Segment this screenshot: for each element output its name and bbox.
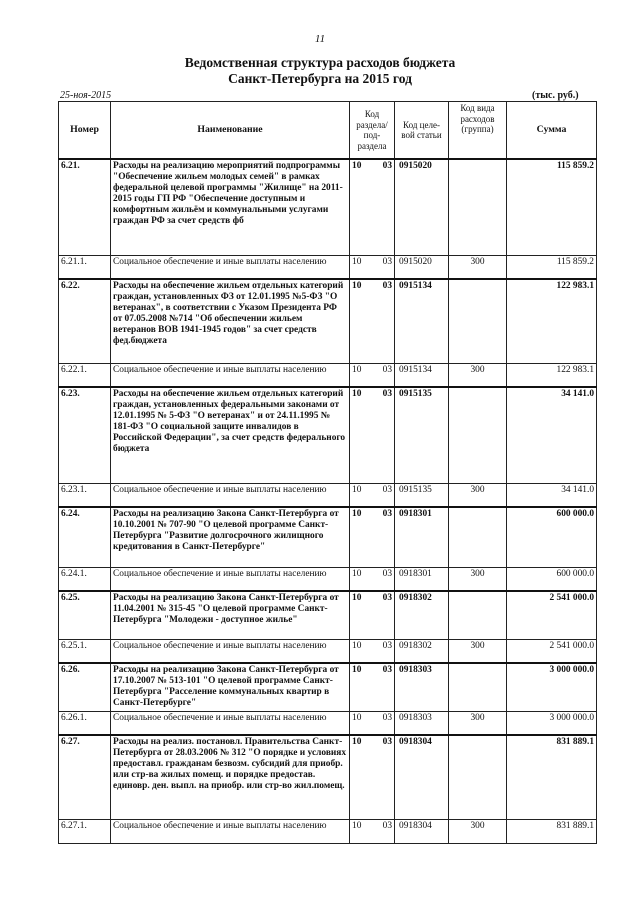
row-name: Расходы на обеспечение жильем отдельных категорий граждан, установленных ФЗ от 12.01.1995 №5-ФЗ "О ветеранах", в соответствии с Указом Президента РФ от 07.05.2008 №714 "Об обеспечении жильем ветеранов ВОВ 1941-1945 годов" за счет средств фед.бюджета [111, 279, 350, 363]
row-section: 10 [350, 639, 373, 663]
row-subsection: 03 [373, 735, 395, 819]
row-name: Социальное обеспечение и иные выплаты населению [111, 567, 350, 591]
row-name: Социальное обеспечение и иные выплаты населению [111, 255, 350, 279]
row-amount: 2 541 000.0 [507, 591, 597, 639]
header-expense-type: Код вида расходов (группа) [449, 102, 507, 160]
row-section: 10 [350, 255, 373, 279]
table-row [59, 387, 597, 483]
units-label: (тыс. руб.) [532, 90, 579, 101]
row-name: Социальное обеспечение и иные выплаты населению [111, 639, 350, 663]
row-target-code: 0915020 [395, 255, 449, 279]
row-target-code: 0918302 [395, 639, 449, 663]
table-row [59, 735, 597, 819]
table-row [59, 567, 597, 591]
row-name: Расходы на реализацию Закона Санкт-Петербурга от 17.10.2007 № 513-101 "О целевой программе Санкт-Петербурга "Расселение коммунальных квартир в Санкт-Петербурге" [111, 663, 350, 711]
row-number: 6.23.1. [59, 483, 111, 507]
row-number: 6.23. [59, 387, 111, 483]
row-target-code: 0918302 [395, 591, 449, 639]
row-amount: 3 000 000.0 [507, 663, 597, 711]
row-expense-type: 300 [449, 639, 507, 663]
row-name: Социальное обеспечение и иные выплаты населению [111, 483, 350, 507]
row-number: 6.25. [59, 591, 111, 639]
row-subsection: 03 [373, 711, 395, 735]
row-number: 6.21. [59, 159, 111, 255]
row-section: 10 [350, 507, 373, 567]
row-number: 6.26. [59, 663, 111, 711]
row-subsection: 03 [373, 567, 395, 591]
table-body [59, 159, 597, 843]
table-row [59, 591, 597, 639]
row-number: 6.21.1. [59, 255, 111, 279]
row-name: Социальное обеспечение и иные выплаты населению [111, 363, 350, 387]
row-target-code: 0918303 [395, 711, 449, 735]
header-target: Код целе- вой статьи [395, 102, 449, 160]
row-section: 10 [350, 159, 373, 255]
page-number: 11 [314, 33, 326, 45]
row-target-code: 0918303 [395, 663, 449, 711]
row-subsection: 03 [373, 363, 395, 387]
table-row [59, 159, 597, 255]
row-amount: 3 000 000.0 [507, 711, 597, 735]
row-amount: 831 889.1 [507, 735, 597, 819]
page-title [0, 55, 640, 87]
row-expense-type [449, 387, 507, 483]
row-section: 10 [350, 387, 373, 483]
header-amount: Сумма [507, 102, 597, 160]
header-section: Код раздела/ под- раздела [350, 102, 395, 160]
row-subsection: 03 [373, 591, 395, 639]
row-subsection: 03 [373, 639, 395, 663]
row-subsection: 03 [373, 483, 395, 507]
row-section: 10 [350, 591, 373, 639]
table-row [59, 711, 597, 735]
row-amount: 34 141.0 [507, 483, 597, 507]
row-number: 6.25.1. [59, 639, 111, 663]
row-expense-type [449, 663, 507, 711]
row-subsection: 03 [373, 663, 395, 711]
row-number: 6.22. [59, 279, 111, 363]
table-header-row [59, 102, 597, 160]
row-amount: 34 141.0 [507, 387, 597, 483]
row-amount: 600 000.0 [507, 567, 597, 591]
row-section: 10 [350, 663, 373, 711]
row-number: 6.27. [59, 735, 111, 819]
row-expense-type: 300 [449, 567, 507, 591]
table-row [59, 279, 597, 363]
row-expense-type: 300 [449, 711, 507, 735]
row-section: 10 [350, 819, 373, 843]
budget-table [58, 101, 597, 844]
row-expense-type: 300 [449, 255, 507, 279]
row-expense-type [449, 507, 507, 567]
header-number: Номер [59, 102, 111, 160]
row-name: Расходы на обеспечение жильем отдельных категорий граждан, установленных федеральными законами от 12.01.1995 № 5-ФЗ "О ветеранах" и от 24.11.1995 № 181-ФЗ "О социальной защите инвалидов в Российской Федерации", за счет средств федерального бюджета [111, 387, 350, 483]
row-target-code: 0918301 [395, 507, 449, 567]
row-name: Социальное обеспечение и иные выплаты населению [111, 711, 350, 735]
row-section: 10 [350, 567, 373, 591]
row-section: 10 [350, 279, 373, 363]
table-row [59, 663, 597, 711]
row-expense-type: 300 [449, 483, 507, 507]
table-row [59, 483, 597, 507]
row-section: 10 [350, 735, 373, 819]
row-subsection: 03 [373, 507, 395, 567]
table-row [59, 507, 597, 567]
row-section: 10 [350, 363, 373, 387]
row-number: 6.22.1. [59, 363, 111, 387]
row-target-code: 0918304 [395, 735, 449, 819]
row-amount: 122 983.1 [507, 363, 597, 387]
row-expense-type [449, 735, 507, 819]
row-name: Расходы на реализ. постановл. Правительства Санкт-Петербурга от 28.03.2006 № 312 "О порядке и условиях предоставл. гражданам безвозм. субсидий для приобр. или стр-ва жилых помещ. и порядке предостав. единовр. ден. выпл. на приобр. или стр-во жил.помещ. [111, 735, 350, 819]
row-subsection: 03 [373, 819, 395, 843]
table-row [59, 639, 597, 663]
row-amount: 115 859.2 [507, 159, 597, 255]
table-row [59, 363, 597, 387]
row-name: Расходы на реализацию Закона Санкт-Петербурга от 10.10.2001 № 707-90 "О целевой программе Санкт-Петербурга "Развитие долгосрочного жилищного кредитования в Санкт-Петербурге" [111, 507, 350, 567]
row-expense-type [449, 591, 507, 639]
row-subsection: 03 [373, 255, 395, 279]
table-row [59, 255, 597, 279]
row-target-code: 0915135 [395, 387, 449, 483]
row-expense-type [449, 279, 507, 363]
row-number: 6.24.1. [59, 567, 111, 591]
row-section: 10 [350, 483, 373, 507]
document-date: 25-ноя-2015 [60, 90, 112, 101]
row-amount: 600 000.0 [507, 507, 597, 567]
title-line-2: Санкт-Петербурга на 2015 год [228, 71, 412, 86]
row-amount: 831 889.1 [507, 819, 597, 843]
header-name: Наименование [111, 102, 350, 160]
row-target-code: 0918301 [395, 567, 449, 591]
row-section: 10 [350, 711, 373, 735]
title-line-1: Ведомственная структура расходов бюджета [184, 55, 456, 70]
row-name: Социальное обеспечение и иные выплаты населению [111, 819, 350, 843]
row-number: 6.27.1. [59, 819, 111, 843]
row-amount: 2 541 000.0 [507, 639, 597, 663]
row-target-code: 0915020 [395, 159, 449, 255]
row-name: Расходы на реализацию Закона Санкт-Петербурга от 11.04.2001 № 315-45 "О целевой программе Санкт-Петербурга "Молодежи - доступное жилье" [111, 591, 350, 639]
row-name: Расходы на реализацию мероприятий подпрограммы "Обеспечение жильем молодых семей" в рамках федеральной целевой программы "Жилище" на 2011-2015 годы ГП РФ "Обеспечение доступным и комфортным жильём и коммунальными услугами граждан РФ за счет средств фб [111, 159, 350, 255]
row-number: 6.24. [59, 507, 111, 567]
row-expense-type: 300 [449, 819, 507, 843]
row-subsection: 03 [373, 159, 395, 255]
row-target-code: 0918304 [395, 819, 449, 843]
row-target-code: 0915134 [395, 363, 449, 387]
row-amount: 115 859.2 [507, 255, 597, 279]
row-subsection: 03 [373, 279, 395, 363]
row-expense-type [449, 159, 507, 255]
row-number: 6.26.1. [59, 711, 111, 735]
row-expense-type: 300 [449, 363, 507, 387]
table-row [59, 819, 597, 843]
row-target-code: 0915134 [395, 279, 449, 363]
row-amount: 122 983.1 [507, 279, 597, 363]
row-subsection: 03 [373, 387, 395, 483]
row-target-code: 0915135 [395, 483, 449, 507]
